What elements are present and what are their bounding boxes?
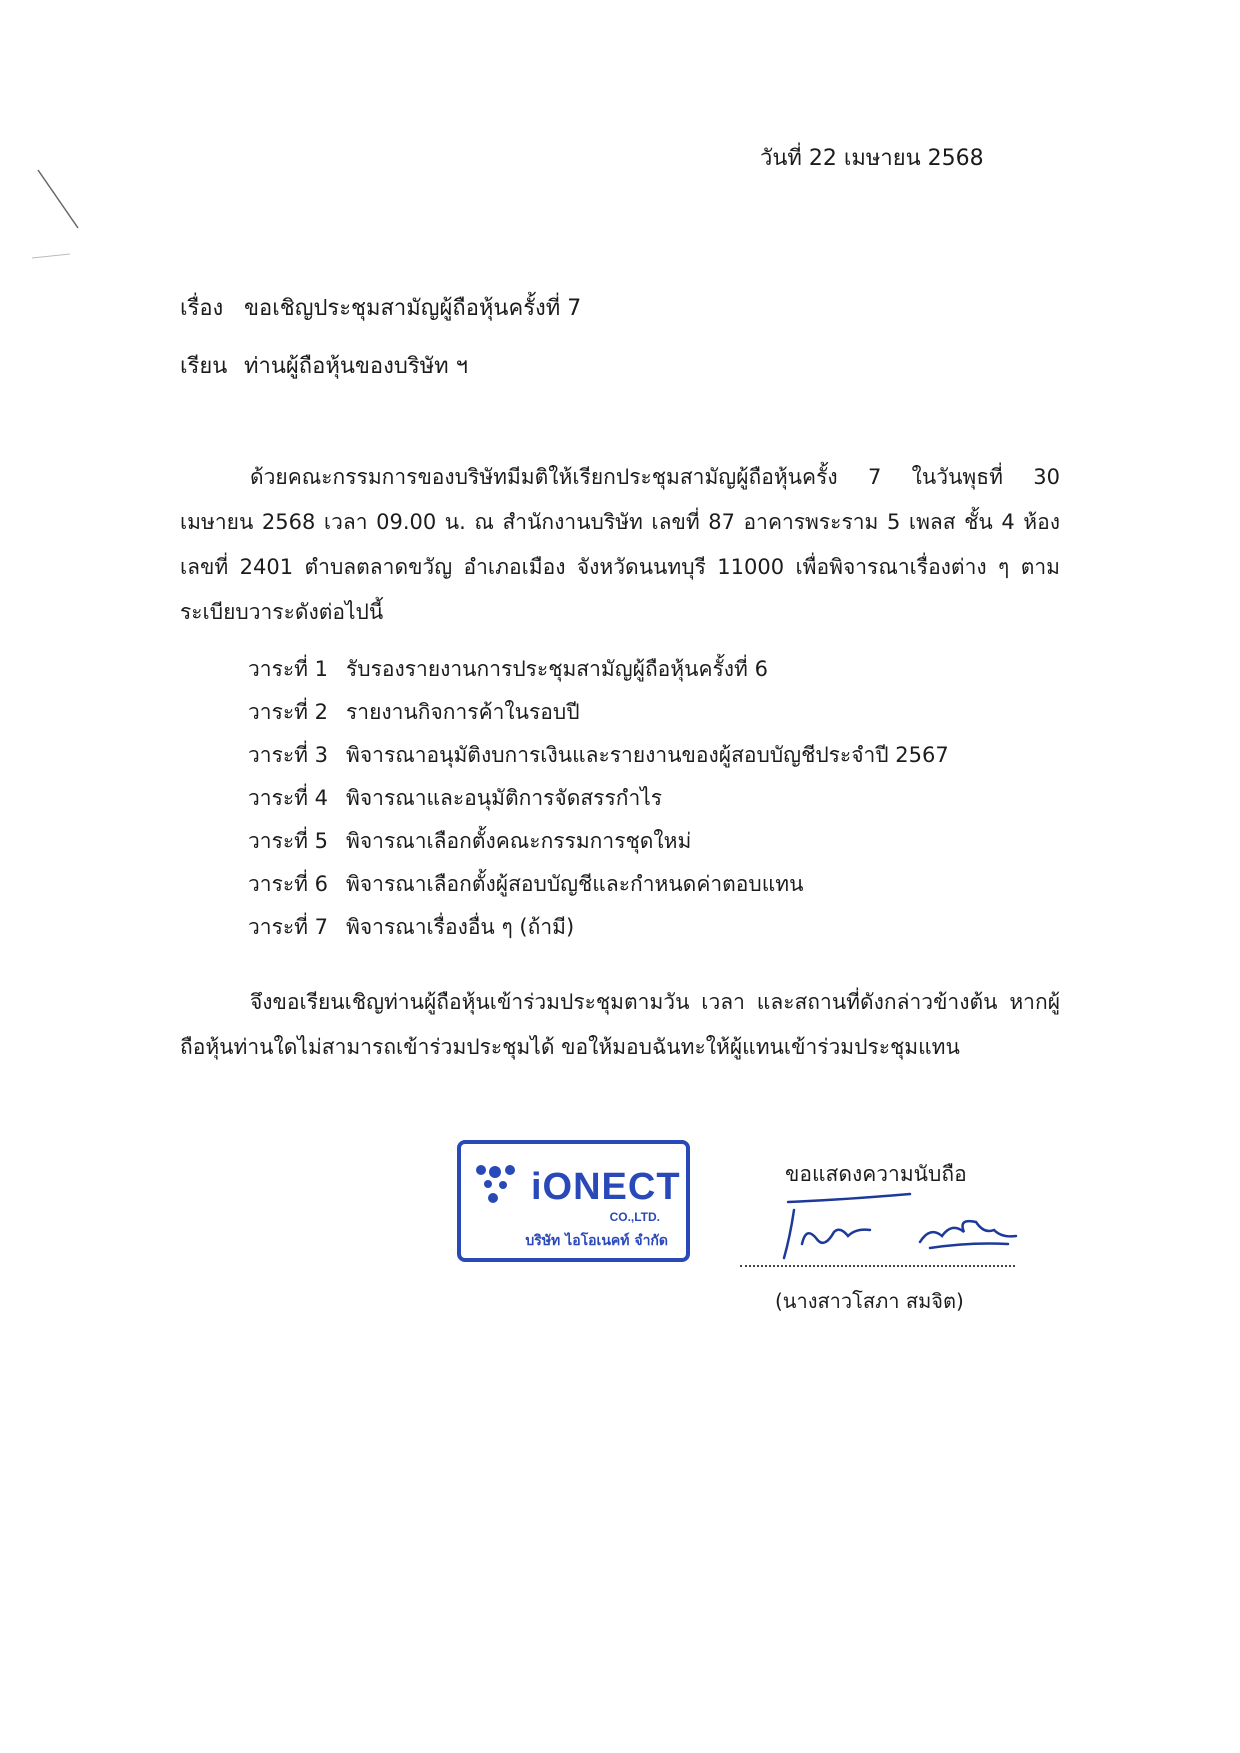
agenda-number: วาระที่ 1: [248, 657, 329, 681]
agenda-text: พิจารณาอนุมัติงบการเงินและรายงานของผู้สอบบัญชีประจำปี 2567: [346, 743, 949, 767]
agenda-text: พิจารณาเลือกตั้งผู้สอบบัญชีและกำหนดค่าตอบแทน: [346, 872, 804, 896]
recipient-text: ท่านผู้ถือหุ้นของบริษัท ฯ: [244, 354, 468, 379]
closing-text: ขอแสดงความนับถือ: [785, 1162, 967, 1186]
agenda-item: [248, 777, 949, 820]
agenda-item: [248, 734, 949, 777]
agenda-text: พิจารณาเลือกตั้งคณะกรรมการชุดใหม่: [346, 829, 692, 853]
stamp-logo-icon: [473, 1162, 529, 1208]
scan-mark: [30, 160, 90, 270]
invitation-paragraph: จึงขอเรียนเชิญท่านผู้ถือหุ้นเข้าร่วมประชุมตามวัน เวลา และสถานที่ดังกล่าวข้างต้น หากผู้ถือหุ้นท่านใดไม่สามารถเข้าร่วมประชุมได้ ขอให้มอบฉันทะให้ผู้แทนเข้าร่วมประชุมแทน: [180, 990, 1060, 1059]
agenda-text: พิจารณาและอนุมัติการจัดสรรกำไร: [346, 786, 663, 810]
agenda-text: พิจารณาเรื่องอื่น ๆ (ถ้ามี): [346, 915, 575, 939]
signer-name: (นางสาวโสภา สมจิต): [775, 1289, 964, 1313]
agenda-number: วาระที่ 6: [248, 872, 329, 896]
subject-line: [180, 290, 581, 325]
letter-date: วันที่ 22 เมษายน 2568: [760, 146, 984, 171]
agenda-item: [248, 820, 949, 863]
agenda-number: วาระที่ 7: [248, 915, 329, 939]
agenda-item: [248, 906, 949, 949]
subject-label: เรื่อง: [180, 296, 224, 321]
stamp-suffix: CO.,LTD.: [609, 1210, 660, 1224]
agenda-item: [248, 691, 949, 734]
intro-paragraph: ด้วยคณะกรรมการของบริษัทมีมติให้เรียกประชุมสามัญผู้ถือหุ้นครั้ง 7 ในวันพุธที่ 30 เมษายน 2568 เวลา 09.00 น. ณ สำนักงานบริษัท เลขที่ 87 อาคารพระราม 5 เพลส ชั้น 4 ห้องเลขที่ 2401 ตำบลตลาดขวัญ อำเภอเมือง จังหวัดนนทบุรี 11000 เพื่อพิจารณาเรื่องต่าง ๆ ตามระเบียบวาระดังต่อไปนี้: [180, 465, 1060, 624]
recipient-line: [180, 348, 468, 383]
agenda-number: วาระที่ 4: [248, 786, 329, 810]
agenda-number: วาระที่ 2: [248, 700, 329, 724]
subject-text: ขอเชิญประชุมสามัญผู้ถือหุ้นครั้งที่ 7: [244, 296, 582, 321]
stamp-thai-name: บริษัท ไอโอเนคท์ จำกัด: [525, 1233, 668, 1249]
handwritten-signature: [780, 1192, 1030, 1267]
agenda-item: [248, 648, 949, 691]
stamp-brand: iONECT: [531, 1166, 681, 1208]
recipient-label: เรียน: [180, 354, 228, 379]
company-stamp: [457, 1140, 690, 1262]
signature-line: [740, 1265, 1015, 1267]
agenda-item: [248, 863, 949, 906]
agenda-list: [248, 648, 949, 949]
agenda-text: รับรองรายงานการประชุมสามัญผู้ถือหุ้นครั้งที่ 6: [346, 657, 768, 681]
agenda-number: วาระที่ 5: [248, 829, 329, 853]
agenda-number: วาระที่ 3: [248, 743, 329, 767]
agenda-text: รายงานกิจการค้าในรอบปี: [346, 700, 580, 724]
